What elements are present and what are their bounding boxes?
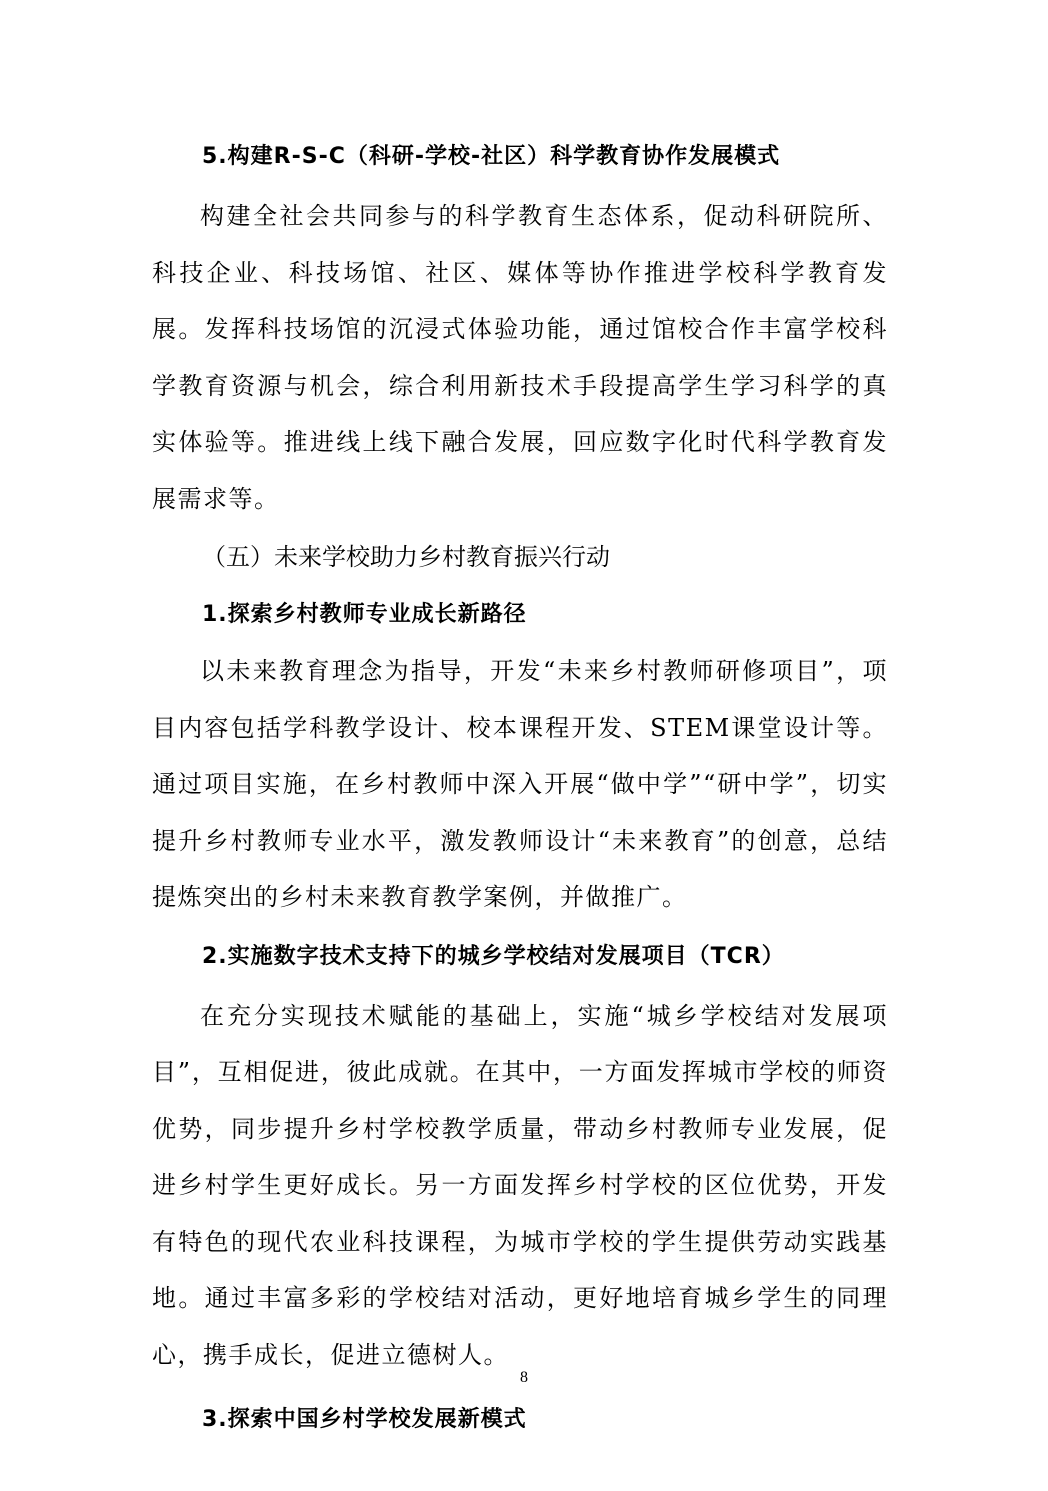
paragraph-tcr: 在充分实现技术赋能的基础上，实施“城乡学校结对发展项目”，互相促进，彼此成就。在其中，一方面发挥城市学校的师资优势，同步提升乡村学校教学质量，带动乡村教师专业发展，促进乡村学生更好成长。另一方面发挥乡村学校的区位优势，开发有特色的现代农业科技课程，为城市学校的学生提供劳动实践基地。通过丰富多彩的学校结对活动，更好地培育城乡学生的同理心，携手成长，促进立德树人。 [152,1001,888,1369]
heading-3-rural-schools: 3.探索中国乡村学校发展新模式 [202,1407,527,1432]
page-content [152,126,888,1451]
heading-2-tcr: 2.实施数字技术支持下的城乡学校结对发展项目（TCR） [202,943,785,969]
paragraph-rural-teachers: 以未来教育理念为指导，开发“未来乡村教师研修项目”，项目内容包括学科教学设计、校本课程开发、STEM课堂设计等。通过项目实施，在乡村教师中深入开展“做中学”“研中学”，切实提升乡村教师专业水平，激发教师设计“未来教育”的创意，总结提炼突出的乡村未来教育教学案例，并做推广。 [152,657,888,911]
heading-5-rsc-model: 5.构建R-S-C（科研-学校-社区）科学教育协作发展模式 [202,144,781,169]
page-number: 8 [520,1369,528,1386]
section-heading-5-rural: （五）未来学校助力乡村教育振兴行动 [202,543,610,571]
heading-1-rural-teachers: 1.探索乡村教师专业成长新路径 [202,602,527,627]
paragraph-rsc-model: 构建全社会共同参与的科学教育生态体系，促动科研院所、科技企业、科技场馆、社区、媒体等协作推进学校科学教育发展。发挥科技场馆的沉浸式体验功能，通过馆校合作丰富学校科学教育资源与机会，综合利用新技术手段提高学生学习科学的真实体验等。推进线上线下融合发展，回应数字化时代科学教育发展需求等。 [152,202,888,513]
